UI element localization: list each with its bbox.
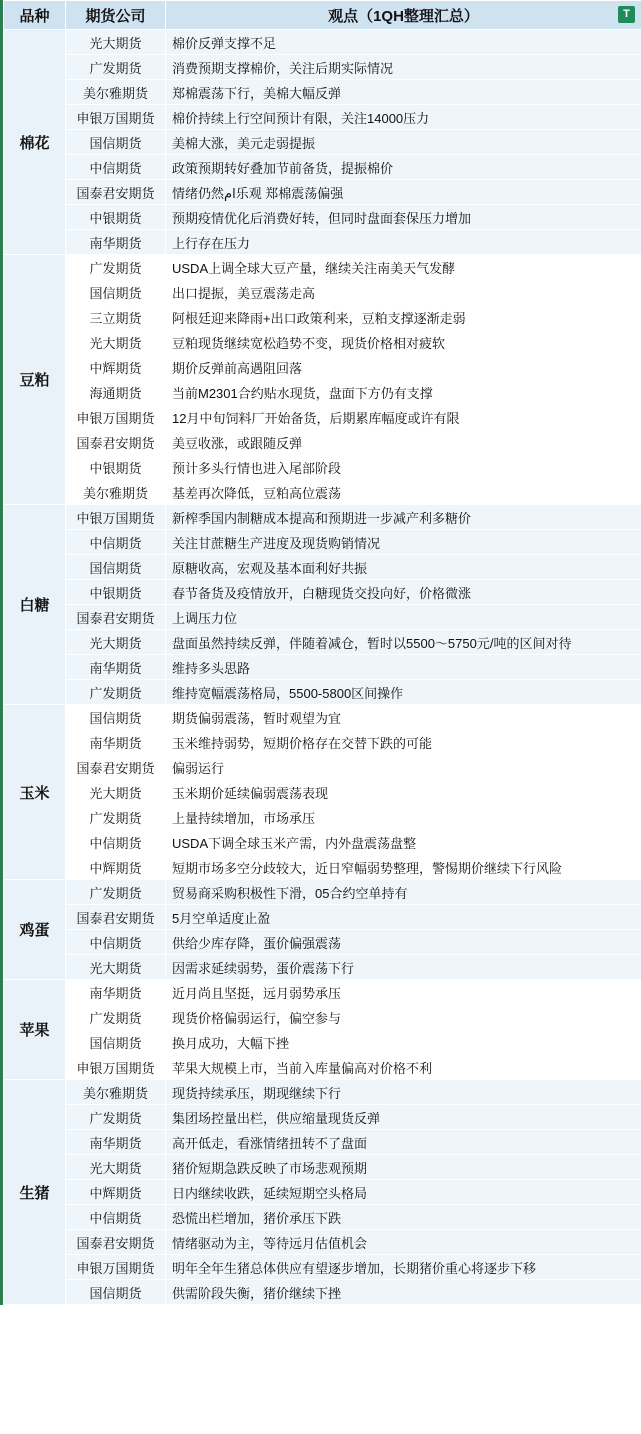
firm-cell: 广发期货 <box>66 880 166 905</box>
table-row <box>4 305 641 330</box>
firm-cell: 南华期货 <box>66 655 166 680</box>
table-row <box>4 755 641 780</box>
view-cell: 短期市场多空分歧较大，近日窄幅弱势整理，警惕期价继续下行风险 <box>166 855 641 880</box>
table-row <box>4 780 641 805</box>
table-row <box>4 705 641 730</box>
firm-cell: 南华期货 <box>66 230 166 255</box>
firm-cell: 国信期货 <box>66 130 166 155</box>
table-row <box>4 880 641 905</box>
firm-cell: 海通期货 <box>66 380 166 405</box>
view-cell: USDA上调全球大豆产量，继续关注南美天气发酵 <box>166 255 641 280</box>
table-row <box>4 555 641 580</box>
table-row <box>4 1130 641 1155</box>
category-cell: 鸡蛋 <box>4 880 66 980</box>
category-cell: 苹果 <box>4 980 66 1080</box>
view-cell: 换月成功，大幅下挫 <box>166 1030 641 1055</box>
category-cell: 玉米 <box>4 705 66 880</box>
view-cell: 期价反弹前高遇阻回落 <box>166 355 641 380</box>
view-cell: 高开低走，看涨情绪扭转不了盘面 <box>166 1130 641 1155</box>
firm-cell: 美尔雅期货 <box>66 480 166 505</box>
table-row <box>4 130 641 155</box>
firm-cell: 中辉期货 <box>66 1180 166 1205</box>
firm-cell: 国泰君安期货 <box>66 180 166 205</box>
view-cell: 供需阶段失衡，猪价继续下挫 <box>166 1280 641 1305</box>
view-cell: 近月尚且坚挺，远月弱势承压 <box>166 980 641 1005</box>
table-row <box>4 1180 641 1205</box>
table-row <box>4 1230 641 1255</box>
view-cell: 豆粕现货继续宽松趋势不变，现货价格相对疲软 <box>166 330 641 355</box>
view-cell: 维持多头思路 <box>166 655 641 680</box>
firm-cell: 国信期货 <box>66 280 166 305</box>
table-row <box>4 380 641 405</box>
category-cell: 白糖 <box>4 505 66 705</box>
firm-cell: 光大期货 <box>66 30 166 55</box>
firm-cell: 中信期货 <box>66 1205 166 1230</box>
firm-cell: 光大期货 <box>66 780 166 805</box>
firm-cell: 南华期货 <box>66 1130 166 1155</box>
firm-cell: 国泰君安期货 <box>66 905 166 930</box>
view-cell: 5月空单适度止盈 <box>166 905 641 930</box>
table-row <box>4 280 641 305</box>
table-row <box>4 655 641 680</box>
table-row <box>4 55 641 80</box>
firm-cell: 光大期货 <box>66 955 166 980</box>
viewpoint-table <box>3 0 641 1305</box>
table-row <box>4 1205 641 1230</box>
firm-cell: 光大期货 <box>66 1155 166 1180</box>
firm-cell: 国信期货 <box>66 705 166 730</box>
firm-cell: 国信期货 <box>66 1280 166 1305</box>
view-cell: 新榨季国内制糖成本提高和预期进一步减产利多糖价 <box>166 505 641 530</box>
firm-cell: 中辉期货 <box>66 355 166 380</box>
firm-cell: 南华期货 <box>66 730 166 755</box>
view-cell: 期货偏弱震荡，暂时观望为宜 <box>166 705 641 730</box>
table-row <box>4 255 641 280</box>
table-row <box>4 480 641 505</box>
table-row <box>4 1080 641 1105</box>
firm-cell: 申银万国期货 <box>66 405 166 430</box>
view-cell: 玉米维持弱势，短期价格存在交替下跌的可能 <box>166 730 641 755</box>
table-row <box>4 30 641 55</box>
table-row <box>4 230 641 255</box>
view-cell: 偏弱运行 <box>166 755 641 780</box>
view-cell: 供给少库存降，蛋价偏强震荡 <box>166 930 641 955</box>
table-row <box>4 805 641 830</box>
firm-cell: 中信期货 <box>66 530 166 555</box>
view-cell: 上调压力位 <box>166 605 641 630</box>
table-row <box>4 455 641 480</box>
table-row <box>4 980 641 1005</box>
table-row <box>4 1030 641 1055</box>
table-row <box>4 355 641 380</box>
firm-cell: 三立期货 <box>66 305 166 330</box>
view-cell: 棉价反弹支撑不足 <box>166 30 641 55</box>
firm-cell: 广发期货 <box>66 805 166 830</box>
view-cell: 盘面虽然持续反弹，伴随着减仓，暂时以5500～5750元/吨的区间对待 <box>166 630 641 655</box>
view-cell: 因需求延续弱势，蛋价震荡下行 <box>166 955 641 980</box>
header-view-label: 观点（1QH整理汇总） <box>328 7 479 25</box>
table-row <box>4 580 641 605</box>
firm-cell: 申银万国期货 <box>66 1055 166 1080</box>
firm-cell: 国信期货 <box>66 555 166 580</box>
view-cell: 美棉大涨，美元走弱提振 <box>166 130 641 155</box>
firm-cell: 广发期货 <box>66 255 166 280</box>
firm-cell: 中信期货 <box>66 830 166 855</box>
table-row <box>4 930 641 955</box>
table-row <box>4 1155 641 1180</box>
view-cell: 玉米期价延续偏弱震荡表现 <box>166 780 641 805</box>
view-cell: 明年全年生猪总体供应有望逐步增加，长期猪价重心将逐步下移 <box>166 1255 641 1280</box>
view-cell: 情绪驱动为主，等待远月估值机会 <box>166 1230 641 1255</box>
view-cell: 现货价格偏弱运行，偏空参与 <box>166 1005 641 1030</box>
view-cell: 情绪仍然ام乐观 郑棉震荡偏强 <box>166 180 641 205</box>
firm-cell: 光大期货 <box>66 330 166 355</box>
table-row <box>4 1280 641 1305</box>
view-cell: 上量持续增加，市场承压 <box>166 805 641 830</box>
firm-cell: 国泰君安期货 <box>66 755 166 780</box>
firm-cell: 广发期货 <box>66 55 166 80</box>
table-row <box>4 680 641 705</box>
firm-cell: 中银期货 <box>66 455 166 480</box>
table-header-row <box>4 1 641 30</box>
table-row <box>4 180 641 205</box>
firm-cell: 申银万国期货 <box>66 1255 166 1280</box>
table-row <box>4 205 641 230</box>
view-cell: 预计多头行情也进入尾部阶段 <box>166 455 641 480</box>
firm-cell: 中银期货 <box>66 205 166 230</box>
table-row <box>4 105 641 130</box>
table-row <box>4 955 641 980</box>
firm-cell: 广发期货 <box>66 1105 166 1130</box>
category-cell: 棉花 <box>4 30 66 255</box>
table-row <box>4 1005 641 1030</box>
firm-cell: 光大期货 <box>66 630 166 655</box>
table-row <box>4 405 641 430</box>
firm-cell: 国泰君安期货 <box>66 430 166 455</box>
firm-cell: 南华期货 <box>66 980 166 1005</box>
table-row <box>4 730 641 755</box>
table-row <box>4 1255 641 1280</box>
table-row <box>4 1105 641 1130</box>
view-cell: 贸易商采购积极性下滑，05合约空单持有 <box>166 880 641 905</box>
view-cell: USDA下调全球玉米产需，内外盘震荡盘整 <box>166 830 641 855</box>
table-row <box>4 155 641 180</box>
view-cell: 春节备货及疫情放开，白糖现货交投向好，价格微涨 <box>166 580 641 605</box>
view-cell: 现货持续承压，期现继续下行 <box>166 1080 641 1105</box>
firm-cell: 广发期货 <box>66 1005 166 1030</box>
category-cell: 豆粕 <box>4 255 66 505</box>
view-cell: 集团场控量出栏，供应缩量现货反弹 <box>166 1105 641 1130</box>
table-row <box>4 605 641 630</box>
table-row <box>4 630 641 655</box>
table-row <box>4 530 641 555</box>
firm-cell: 国泰君安期货 <box>66 1230 166 1255</box>
table-row <box>4 1055 641 1080</box>
view-cell: 消费预期支撑棉价，关注后期实际情况 <box>166 55 641 80</box>
firm-cell: 申银万国期货 <box>66 105 166 130</box>
brand-logo-icon: T <box>618 6 635 23</box>
view-cell: 上行存在压力 <box>166 230 641 255</box>
view-cell: 苹果大规模上市，当前入库量偏高对价格不利 <box>166 1055 641 1080</box>
firm-cell: 中信期货 <box>66 930 166 955</box>
view-cell: 关注甘蔗糖生产进度及现货购销情况 <box>166 530 641 555</box>
table-row <box>4 80 641 105</box>
firm-cell: 中银期货 <box>66 580 166 605</box>
view-cell: 郑棉震荡下行，美棉大幅反弹 <box>166 80 641 105</box>
view-cell: 政策预期转好叠加节前备货，提振棉价 <box>166 155 641 180</box>
view-cell: 预期疫情优化后消费好转，但同时盘面套保压力增加 <box>166 205 641 230</box>
firm-cell: 广发期货 <box>66 680 166 705</box>
table-row <box>4 430 641 455</box>
firm-cell: 中辉期货 <box>66 855 166 880</box>
firm-cell: 国泰君安期货 <box>66 605 166 630</box>
header-category: 品种 <box>4 1 66 30</box>
firm-cell: 中信期货 <box>66 155 166 180</box>
firm-cell: 美尔雅期货 <box>66 1080 166 1105</box>
view-cell: 出口提振，美豆震荡走高 <box>166 280 641 305</box>
firm-cell: 美尔雅期货 <box>66 80 166 105</box>
view-cell: 日内继续收跌，延续短期空头格局 <box>166 1180 641 1205</box>
category-cell: 生猪 <box>4 1080 66 1305</box>
view-cell: 美豆收涨，或跟随反弹 <box>166 430 641 455</box>
table-row <box>4 505 641 530</box>
view-cell: 原糖收高，宏观及基本面利好共振 <box>166 555 641 580</box>
header-view <box>166 1 641 30</box>
view-cell: 棉价持续上行空间预计有限，关注14000压力 <box>166 105 641 130</box>
view-cell: 基差再次降低，豆粕高位震荡 <box>166 480 641 505</box>
table-body <box>4 30 641 1305</box>
view-cell: 猪价短期急跌反映了市场悲观预期 <box>166 1155 641 1180</box>
view-cell: 12月中旬饲料厂开始备货，后期累库幅度或许有限 <box>166 405 641 430</box>
view-cell: 维持宽幅震荡格局，5500-5800区间操作 <box>166 680 641 705</box>
table-row <box>4 905 641 930</box>
table-row <box>4 830 641 855</box>
firm-cell: 国信期货 <box>66 1030 166 1055</box>
table-row <box>4 855 641 880</box>
view-cell: 恐慌出栏增加，猪价承压下跌 <box>166 1205 641 1230</box>
table-row <box>4 330 641 355</box>
view-cell: 阿根廷迎来降雨+出口政策利来，豆粕支撑逐渐走弱 <box>166 305 641 330</box>
firm-cell: 中银万国期货 <box>66 505 166 530</box>
view-cell: 当前M2301合约贴水现货，盘面下方仍有支撑 <box>166 380 641 405</box>
header-firm: 期货公司 <box>66 1 166 30</box>
